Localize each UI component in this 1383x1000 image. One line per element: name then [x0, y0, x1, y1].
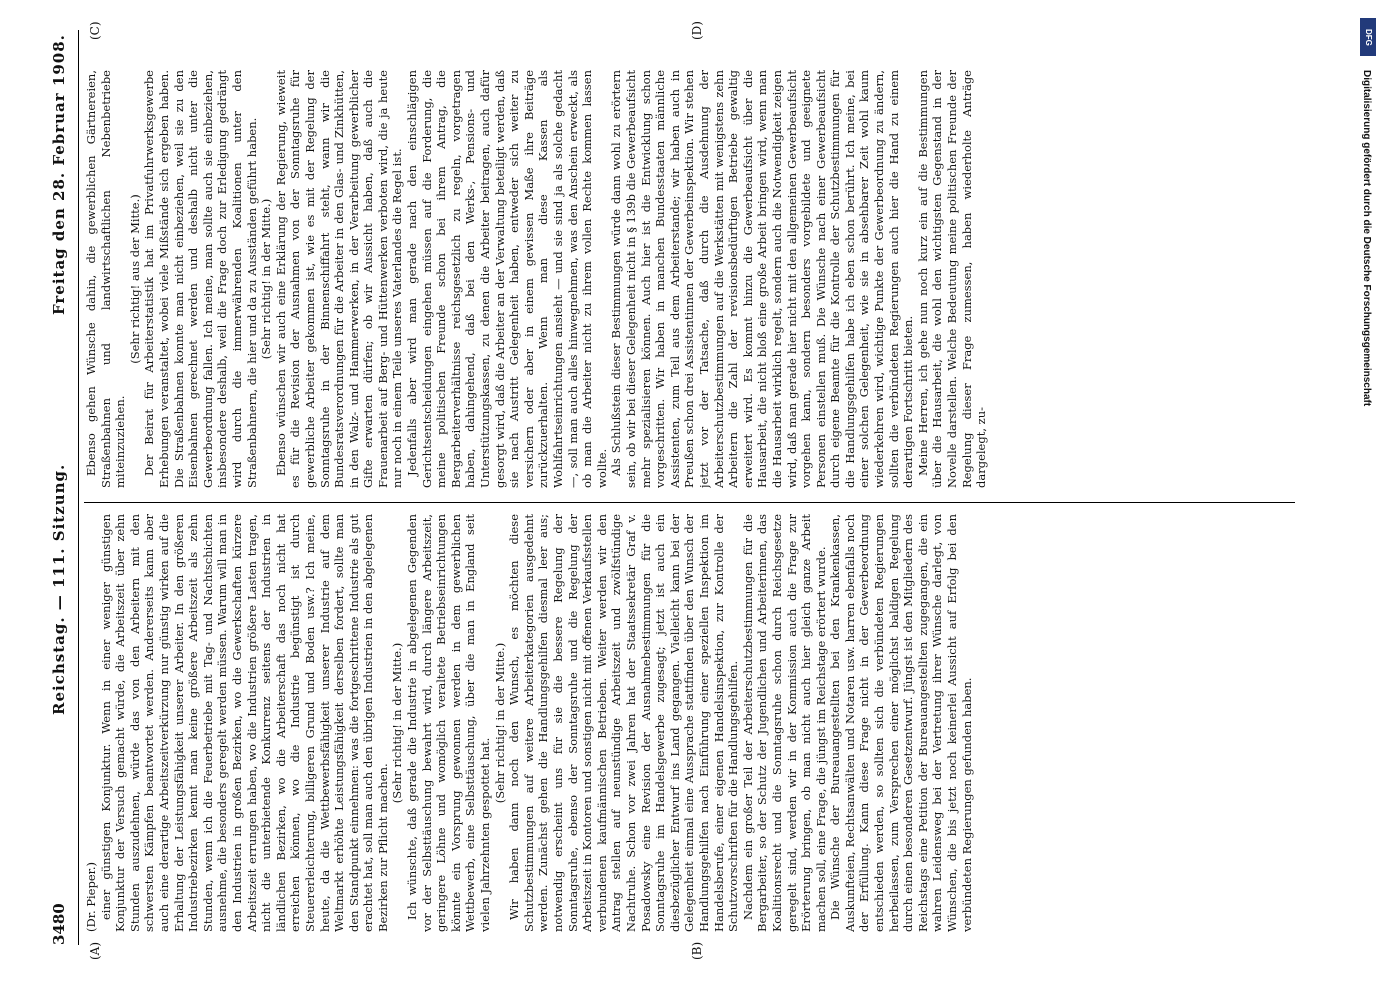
session-title: Reichstag. — 111. Sitzung.	[50, 463, 68, 715]
paragraph: Ebenso wünschen wir auch eine Erklärung der Regierung, wieweit es für die Revision der Ausnahmen von der Sonntagsruhe für gewerbliche Arbeiter gekommen ist, wie es mit der Regelung der Sonntagsruhe in der Binnenschiffahrt steht, wann wir die Bundesratsverordnungen für die Arbeiter in den Glas- und Zinkhütten, in den Walz- und Hammerwerken, in der Verarbeitung gewerblicher Gifte erwarten dürfen; ob wir Aussicht haben, daß auch die Frauenarbeit auf Berg- und Hüttenwerken verboten wird, die ja heute nur noch in einem Teile unseres Vaterlandes die Regel ist.	[273, 70, 405, 488]
credit-text: Digitalisierung gefördert durch die Deutsche Forschungsgemeinschaft	[1361, 70, 1372, 407]
dfg-logo: DFG	[1360, 18, 1376, 56]
margin-marker-d: (D)	[690, 21, 704, 40]
margin-marker-c: (C)	[88, 21, 102, 40]
interjection: (Sehr richtig! in der Mitte.)	[259, 198, 274, 360]
interjection: (Sehr richtig! in der Mitte.)	[390, 642, 405, 804]
paragraph: Die Wünsche der Bureauangestellten bei den Krankenkassen, Auskunfteien, Rechtsanwälten und Notaren usw. harren ebenfalls noch der Erfüllung. Kann diese Frage nicht in der Gewerbeordnung entschieden werden, so sollten sich die verbündeten Regierungen herbeilassen, zum Versprechen einer möglichst baldigen Regelung durch einen besonderen Gesetzentwurf. Jüngst ist den Mitgliedern des Reichstags eine Petition der Bureauangestellten zugegangen, die ein wahren Leidensweg bei der Vertretung ihrer Wünsche darlegt, von Wünschen, die bis jetzt noch keinerlei Aussicht auf Erfolg bei den verbündeten Regierungen gefunden haben.	[828, 514, 974, 932]
paragraph: Der Beirat für Arbeiterstatistik hat im Privatfuhrwerksgewerbe Erhebungen veranstaltet, wobei viele Mißstände sich ergeben haben. Die Straßenbahnen konnte man nicht einbeziehen, weil sie zu den Eisenbahnen gerechnet werden und deshalb nicht unter die Gewerbeordnung fallen. Ich meine, man sollte auch sie einbeziehen, insbesondere deshalb, weil die Frage doch zur Erledigung gedrängt wird durch die immerwährenden Koalitionen unter den Straßenbahnern, die hier und da zu Ausständen geführt haben.	[142, 70, 259, 488]
session-date: Freitag den 28. Februar 1908.	[50, 34, 68, 315]
paragraph: Als Schlußstein dieser Bestimmungen würde dann wohl zu erörtern sein, ob wir bei dieser Gelegenheit nicht in § 139b die Gewerbeaufsicht mehr spezialisieren können. Auch hier ist die Entwicklung schon vorgeschritten. Wir haben in manchen Bundesstaaten männliche Assistenten, zum Teil aus dem Arbeiterstande; wir haben auch in Preußen schon drei Assistentinnen der Gewerbeinspektion. Wir stehen jetzt vor der Tatsache, daß durch die Ausdehnung der Arbeiterschutzbestimmungen auf die Werkstätten mit wenigstens zehn Arbeitern die Zahl der revisionsbedürftigen Betriebe gewaltig erweitert wird. Es kommt hinzu die Gewerbeaufsicht über die Hausarbeit, die nicht bloß eine große Arbeit bringen wird, wenn man die Hausarbeit wirklich regelt, sondern auch die Notwendigkeit zeigen wird, daß man gerade hier nicht mit den allgemeinen Gewerbeaufsicht vorgehen kann, sondern besonders vorgebildete und geeignete Personen einstellen muß. Die Wünsche nach einer Gewerbeaufsicht durch eigene Beamte für die Kontrolle der Schutzbestimmungen für die Handlungsgehilfen habe ich eben schon berührt. Ich meine, bei einer solchen Gelegenheit, wie sie in absehbarer Zeit wohl kaum wiederkehren wird, wichtige Punkte der Gewerbeordnung zu ändern, sollten die verbündeten Regierungen auch hier die Hand zu einem derartigen Fortschritt bieten.	[609, 70, 916, 488]
right-column	[84, 70, 1295, 488]
paragraph: Ich wünschte, daß gerade die Industrie in abgelegenen Gegenden vor der Selbsttäuschung bewahrt wird, durch längere Arbeitszeit, geringere Löhne und womöglich veraltete Betriebseinrichtungen könnte ein Vorsprung gewonnen werden in dem gewerblichen Wettbewerb, eine Selbsttäuschung, über die man in England seit vielen Jahrzehnten gespottet hat.	[405, 514, 493, 932]
paragraph: einer günstigen Konjunktur. Wenn in einer weniger günstigen Konjunktur der Versuch gemacht würde, die Arbeitszeit über zehn Stunden auszudehnen, würde das von den Arbeitern mit den schwersten Kämpfen beantwortet werden. Andererseits kann aber auch eine derartige Arbeitszeitverkürzung nur günstig wirken auf die Erhaltung der Leistungsfähigkeit unserer Arbeiter. In den größeren Industriebezirken kennt man keine größere Arbeitszeit als zehn Stunden, wenn ich die Feuerbetriebe mit Tag- und Nachtschichten ausnehme, die besonders geregelt werden müssen. Warum will man in den Industrien in großen Bezirken, wo die Gewerkschaften kürzere Arbeitszeit errungen haben, wo die Industrien größere Lasten tragen, nicht die unterbietende Konkurrenz seitens der Industrien in ländlichen Bezirken, wo die Arbeiterschaft das noch nicht hat erreichen können, wo die Industrie begünstigt ist durch Steuererleichterung, billigeren Grund und Boden usw.? Ich meine, heute, da die Wettbewerbsfähigkeit unserer Industrie auf dem Weltmarkt erhöhte Leistungsfähigkeit derselben fordert, sollte man den Standpunkt einnehmen: was die fortgeschrittene Industrie als gut erachtet hat, soll man auch den übrigen Industrien in den abgelegenen Bezirken zur Pflicht machen.	[98, 514, 390, 932]
speaker-name: (Dr. Pieper.)	[84, 861, 98, 932]
column-divider	[84, 502, 1295, 503]
interjection: (Sehr richtig! in der Mitte.)	[492, 642, 507, 804]
paragraph: Meine Herren, ich gehe nun noch kurz ein auf die Bestimmungen über die Hausarbeit, die wohl den wichtigsten Gegenstand in der Novelle darstellen. Welche Bedeutung meine politischen Freunde der Regelung dieser Frage zumessen, haben wiederholte Anträge dargelegt, zu-	[915, 70, 989, 488]
paragraph: Wir haben dann noch den Wunsch, es möchten diese Schutzbestimmungen auf weitere Arbeiterkategorien ausgedehnt werden. Zunächst gehen die Handlungsgehilfen diesmal leer aus; notwendig erscheint uns für sie die bessere Regelung der Sonntagsruhe, ebenso der Sonntagsruhe und die Regelung der Arbeitszeit in Kontoren und sonstigen nicht mit offenen Verkaufsstellen verbundenen kaufmännischen Betrieben. Weiter werden wir den Antrag stellen auf neunstündige Arbeitszeit und zwölfstündige Nachtruhe. Schon vor zwei Jahren hat der Staatssekretär Graf v. Posadowsky eine Revision der Ausnahmebestimmungen für die Sonntagsruhe im Handelsgewerbe zugesagt; jetzt ist auch ein diesbezüglicher Entwurf ins Land gegangen. Vielleicht kann bei der Gelegenheit einmal eine Aussprache stattfinden über den Wunsch der Handlungsgehilfen nach Einführung einer speziellen Inspektion im Handelsberufe, einer eigenen Handelsinspektion, zur Kontrolle der Schutzvorschriften für die Handlungsgehilfen.	[507, 514, 741, 932]
paragraph: Nachdem ein großer Teil der Arbeiterschutzbestimmungen für die Bergarbeiter, so der Schutz der Jugendlichen und Arbeiterinnen, das Koalitionsrecht und die Sonntagsruhe schon durch Reichsgesetze geregelt sind, werden wir in der Kommission auch die Frage zur Erörterung bringen, ob man nicht auch hier gleich ganze Arbeit machen soll, eine Frage, die jüngst im Reichstage erörtert wurde.	[740, 514, 828, 932]
margin-marker-b: (B)	[690, 941, 704, 960]
paragraph: Jedenfalls aber wird man gerade nach den einschlägigen Gerichtsentscheidungen eingehen müssen auf die Forderung, die meine politischen Freunde schon bei ihrem Antrag, die Bergarbeiterverhältnisse reichsgesetzlich zu regeln, vorgetragen haben, dahingehend, daß bei den Werks-, Pensions- und Unterstützungskassen, zu denen die Arbeiter beitragen, auch dafür gesorgt wird, daß die Arbeiter an der Verwaltung beteiligt werden, daß sie nach Austritt Gelegenheit haben, entweder sich weiter zu versichern oder aber in einem gewissen Maße ihre Beiträge zurückzuerhalten. Wenn man diese Kassen als Wohlfahrtseinrichtungen ansieht — und sie sind ja als solche gedacht —, soll man auch alles hinwegnehmen, was den Anschein erweckt, als ob man die Arbeiter nicht zu ihrem vollen Rechte kommen lassen wollte.	[405, 70, 609, 488]
page-number: 3480	[50, 903, 68, 945]
left-column	[84, 514, 1295, 932]
interjection: (Sehr richtig! aus der Mitte.)	[127, 194, 142, 364]
header-rule	[78, 30, 79, 945]
page-header	[50, 20, 76, 945]
margin-marker-a: (A)	[88, 941, 102, 960]
digitization-credit	[1359, 10, 1377, 1000]
paragraph: Ebenso gehen Wünsche dahin, die gewerblichen Gärtnereien, Straßenbahnen und landwirtschaftlichen Nebenbetriebe miteinzuziehen.	[84, 70, 128, 488]
